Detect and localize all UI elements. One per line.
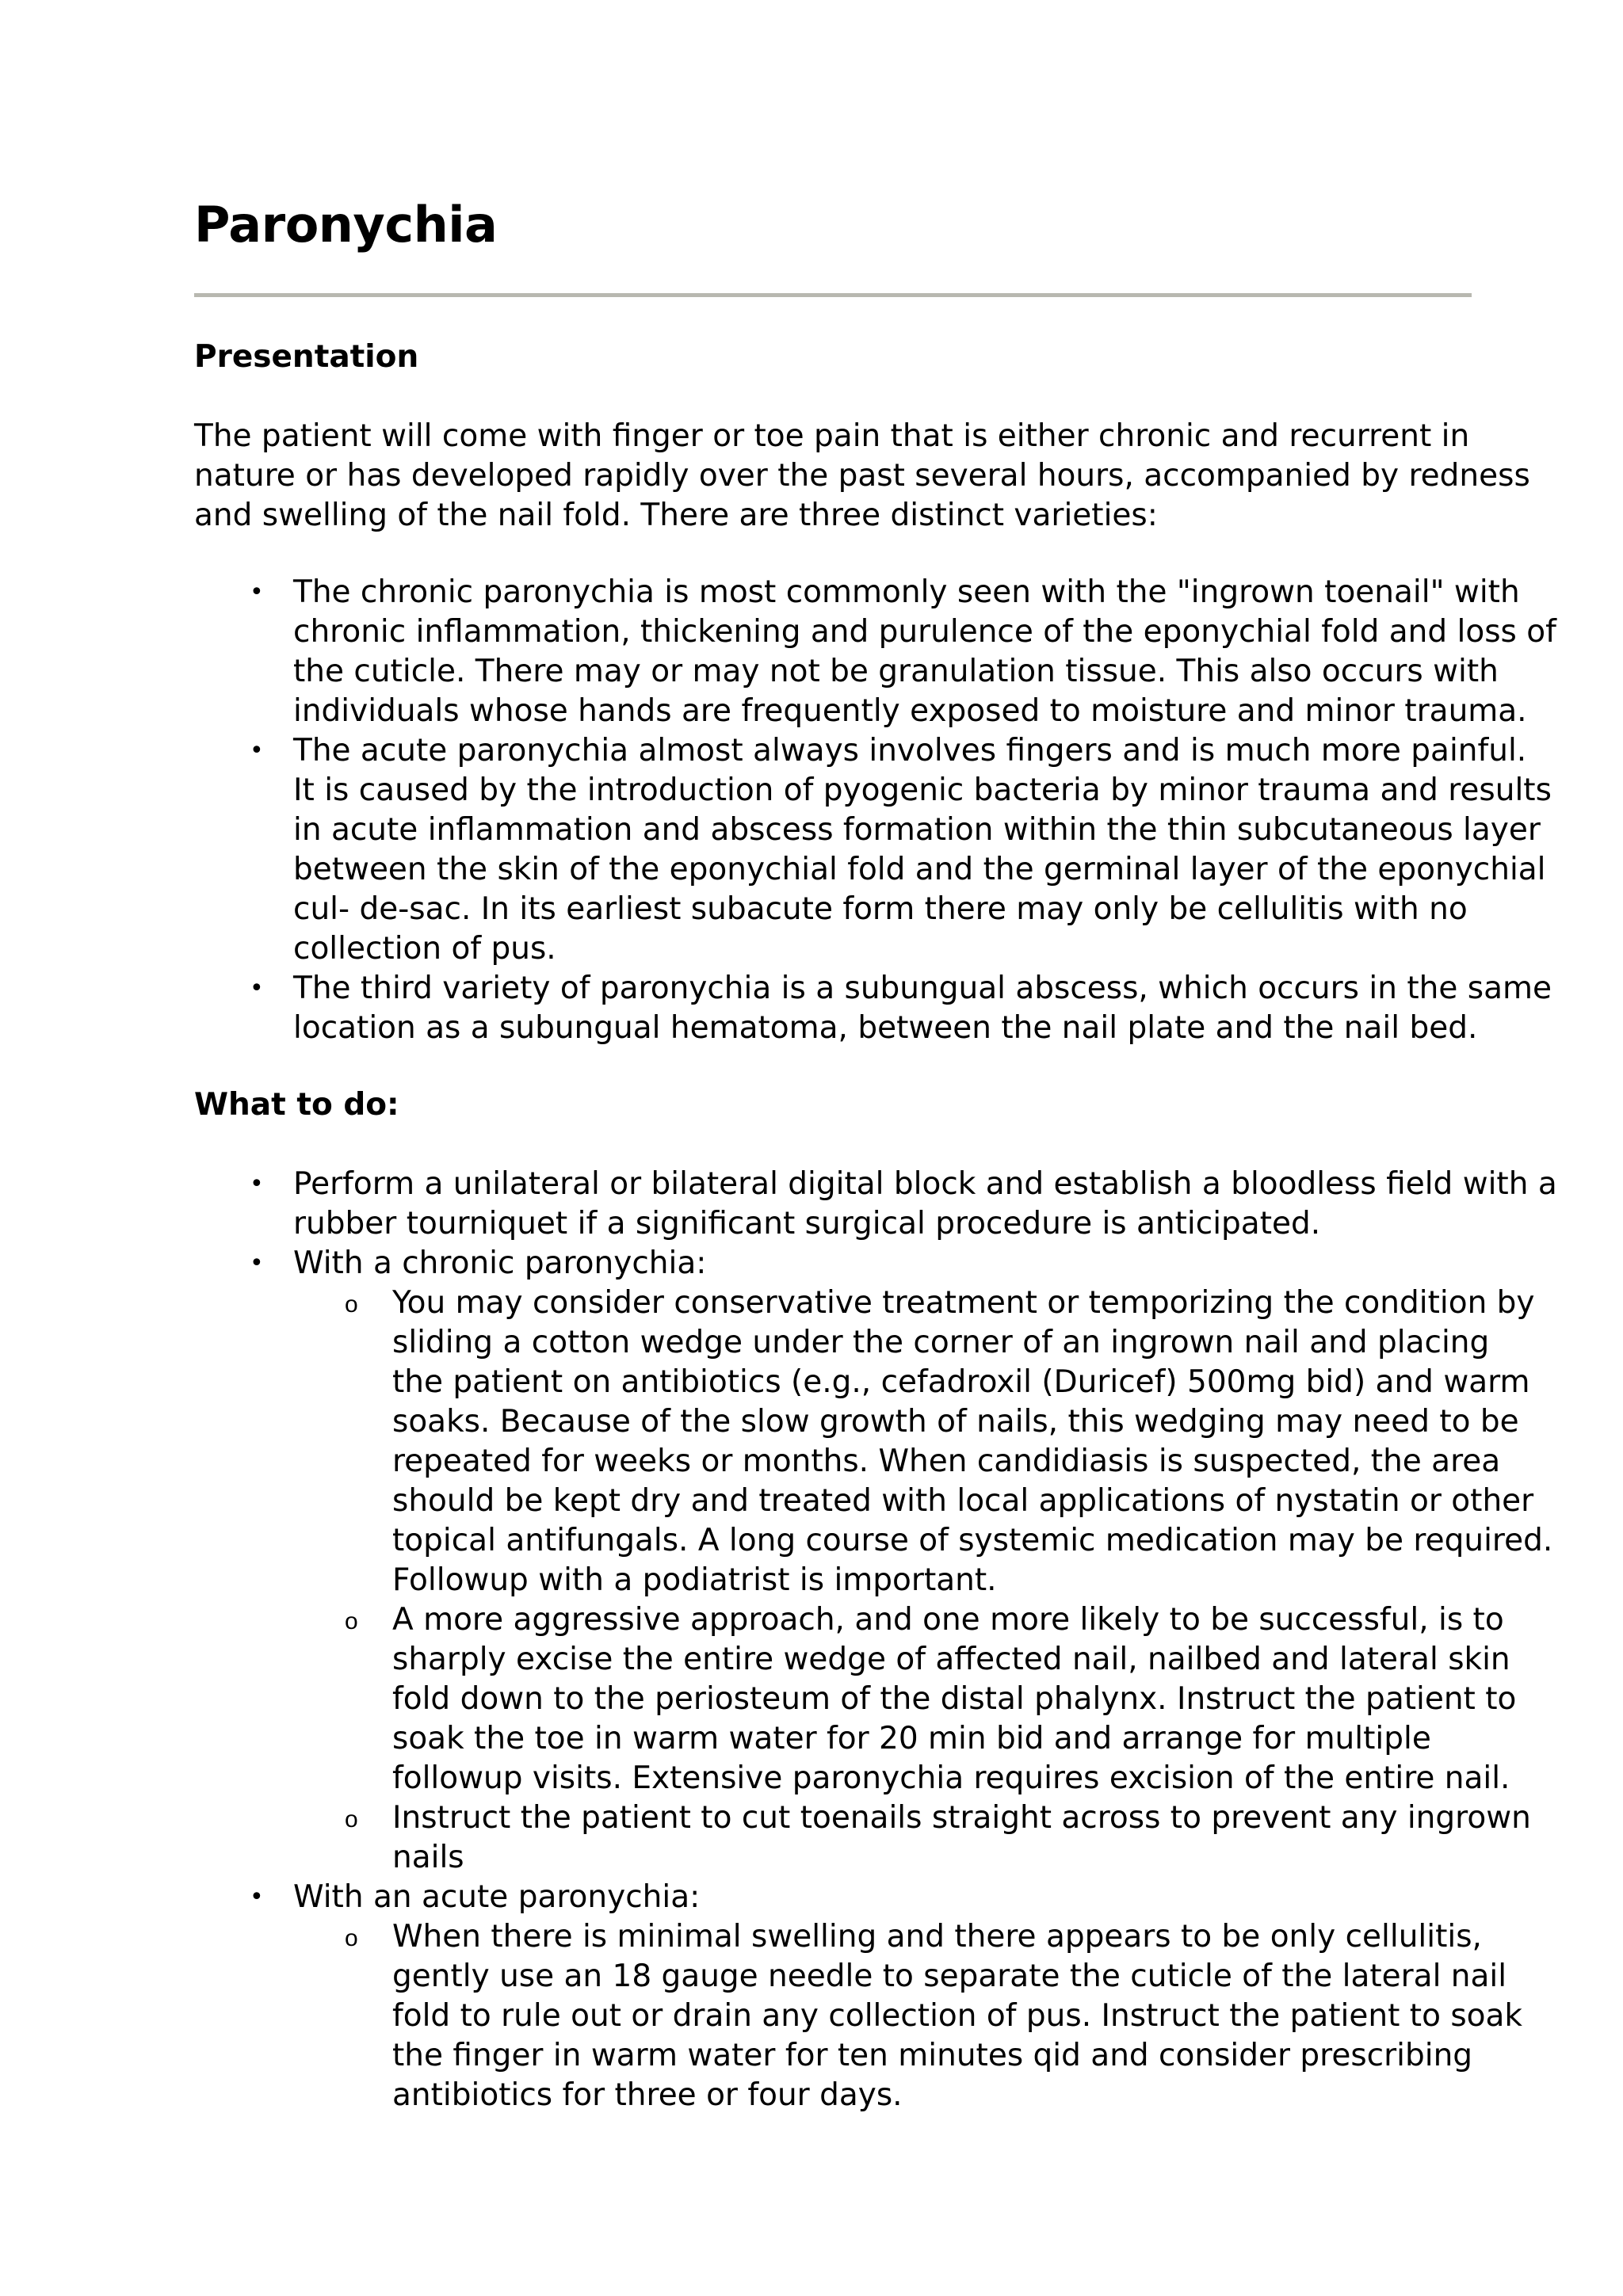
- list-item: [194, 969, 1556, 1048]
- text-line: and swelling of the nail fold. There are three distinct varieties:: [194, 498, 1158, 533]
- page-title: Paronychia: [194, 196, 498, 254]
- text-line: sharply excise the entire wedge of affected nail, nailbed and lateral skin: [392, 1642, 1510, 1677]
- text-line: collection of pus.: [293, 931, 556, 967]
- list-item: [194, 573, 1556, 731]
- text-line: rubber tourniquet if a significant surgical procedure is anticipated.: [293, 1206, 1321, 1241]
- bullet-icon: •: [250, 1249, 264, 1277]
- list-item: [194, 1244, 1557, 1878]
- list-item: [194, 1165, 1557, 1244]
- text-line: in acute inflammation and abscess formation within the thin subcutaneous layer: [293, 812, 1541, 848]
- what-to-do-heading: What to do:: [194, 1087, 399, 1123]
- text-line: The third variety of paronychia is a subungual abscess, which occurs in the same: [293, 971, 1552, 1006]
- text-line: location as a subungual hematoma, between the nail plate and the nail bed.: [293, 1010, 1478, 1046]
- text-line: gently use an 18 gauge needle to separate the cuticle of the lateral nail: [392, 1958, 1507, 1994]
- text-line: You may consider conservative treatment or temporizing the condition by: [392, 1285, 1535, 1321]
- circle-bullet-icon: o: [345, 1806, 358, 1833]
- text-line: soaks. Because of the slow growth of nails, this wedging may need to be: [392, 1404, 1519, 1440]
- text-line: antibiotics for three or four days.: [392, 2077, 903, 2113]
- text-line: The acute paronychia almost always involves fingers and is much more painful.: [293, 733, 1527, 769]
- sublist-item: [293, 1283, 1557, 1600]
- bullet-icon: •: [250, 974, 264, 1002]
- instructions-list: [194, 1165, 1557, 2115]
- text-line: With an acute paronychia:: [293, 1879, 701, 1915]
- text-line: nails: [392, 1840, 464, 1875]
- text-line: repeated for weeks or months. When candidiasis is suspected, the area: [392, 1444, 1501, 1479]
- sublist-item: [293, 1917, 1557, 2115]
- text-line: Followup with a podiatrist is important.: [392, 1562, 997, 1598]
- text-line: With a chronic paronychia:: [293, 1245, 707, 1281]
- text-line: The patient will come with finger or toe pain that is either chronic and recurrent in: [194, 418, 1470, 454]
- text-line: fold down to the periosteum of the distal phalynx. Instruct the patient to: [392, 1681, 1517, 1717]
- text-line: sliding a cotton wedge under the corner of an ingrown nail and placing: [392, 1325, 1490, 1360]
- text-line: fold to rule out or drain any collection of pus. Instruct the patient to soak: [392, 1998, 1522, 2034]
- bullet-icon: •: [250, 578, 264, 606]
- text-line: the cuticle. There may or may not be granulation tissue. This also occurs with: [293, 654, 1499, 689]
- text-line: soak the toe in warm water for 20 min bid and arrange for multiple: [392, 1721, 1431, 1756]
- text-line: chronic inflammation, thickening and purulence of the eponychial fold and loss of: [293, 614, 1556, 650]
- circle-bullet-icon: o: [345, 1608, 358, 1634]
- chronic-sublist: [293, 1283, 1557, 1878]
- text-line: should be kept dry and treated with local applications of nystatin or other: [392, 1483, 1534, 1519]
- text-line: The chronic paronychia is most commonly seen with the "ingrown toenail" with: [293, 574, 1520, 610]
- text-line: Perform a unilateral or bilateral digital block and establish a bloodless field with a: [293, 1166, 1557, 1202]
- text-line: topical antifungals. A long course of systemic medication may be required.: [392, 1523, 1553, 1558]
- varieties-list: [194, 573, 1556, 1048]
- circle-bullet-icon: o: [345, 1291, 358, 1318]
- list-item: [194, 1878, 1557, 2115]
- bullet-icon: •: [250, 737, 264, 765]
- bullet-icon: •: [250, 1883, 264, 1911]
- list-item: [194, 731, 1556, 969]
- text-line: between the skin of the eponychial fold and the germinal layer of the eponychial: [293, 852, 1546, 887]
- sublist-item: [293, 1600, 1557, 1798]
- text-line: It is caused by the introduction of pyogenic bacteria by minor trauma and results: [293, 772, 1552, 808]
- text-line: A more aggressive approach, and one more likely to be successful, is to: [392, 1602, 1504, 1638]
- sublist-item: [293, 1798, 1557, 1878]
- presentation-intro: [194, 417, 1530, 536]
- text-line: individuals whose hands are frequently exposed to moisture and minor trauma.: [293, 693, 1527, 729]
- circle-bullet-icon: o: [345, 1925, 358, 1951]
- text-line: the finger in warm water for ten minutes qid and consider prescribing: [392, 2038, 1473, 2073]
- text-line: cul- de-sac. In its earliest subacute form there may only be cellulitis with no: [293, 891, 1468, 927]
- text-line: nature or has developed rapidly over the past several hours, accompanied by redness: [194, 458, 1530, 494]
- text-line: Instruct the patient to cut toenails straight across to prevent any ingrown: [392, 1800, 1531, 1836]
- text-line: the patient on antibiotics (e.g., cefadroxil (Duricef) 500mg bid) and warm: [392, 1364, 1530, 1400]
- title-divider: [194, 293, 1472, 297]
- bullet-icon: •: [250, 1170, 264, 1198]
- text-line: followup visits. Extensive paronychia requires excision of the entire nail.: [392, 1760, 1510, 1796]
- presentation-heading: Presentation: [194, 339, 419, 375]
- acute-sublist: [293, 1917, 1557, 2115]
- text-line: When there is minimal swelling and there appears to be only cellulitis,: [392, 1919, 1482, 1955]
